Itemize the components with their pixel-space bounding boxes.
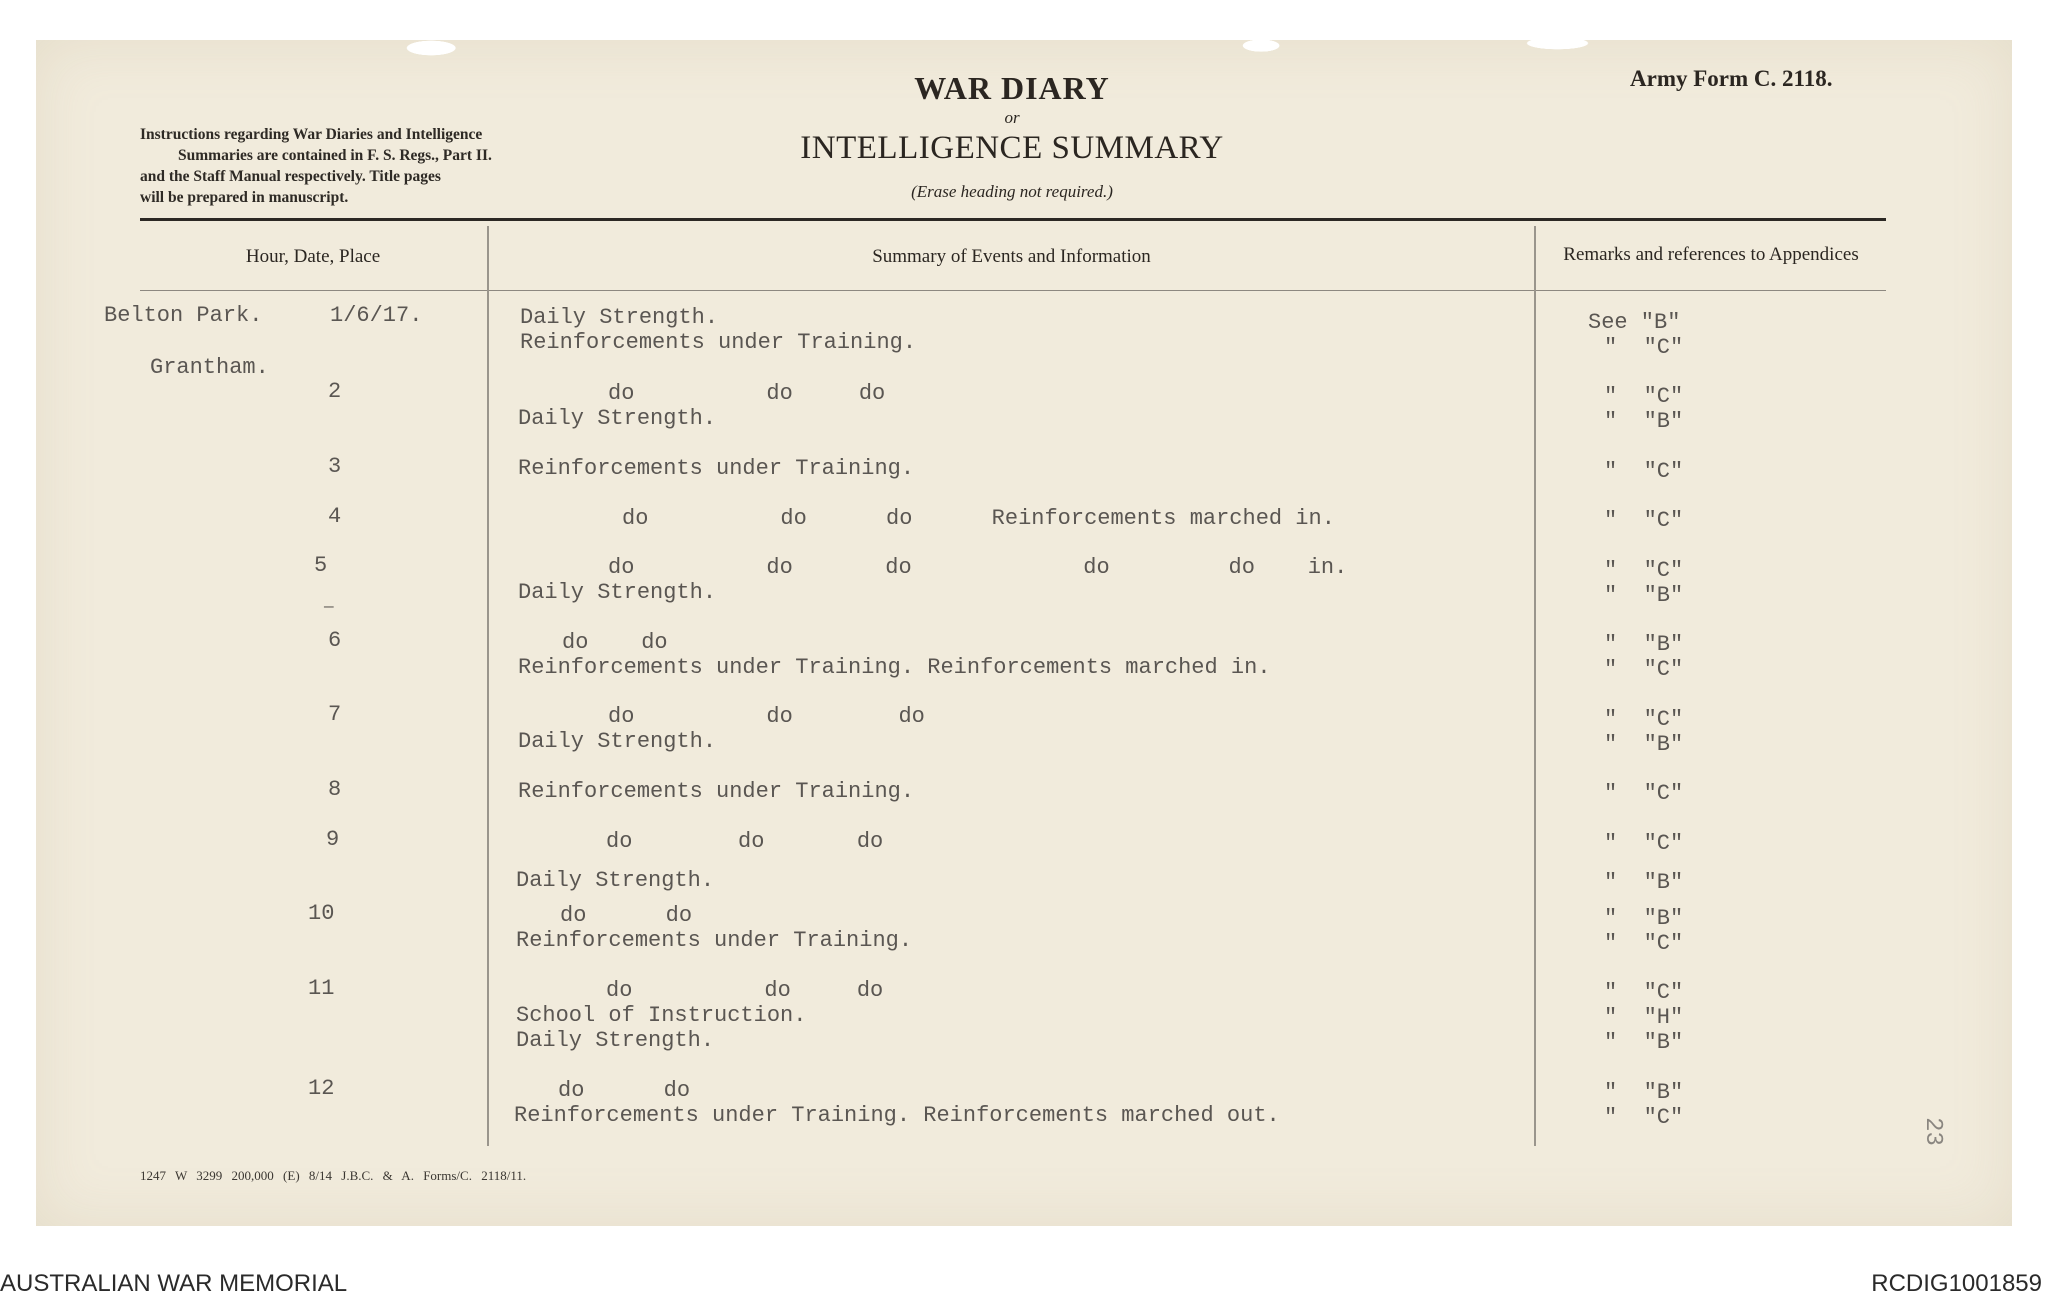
column-header-place: Hour, Date, Place	[245, 246, 381, 267]
summary-line: do do	[558, 1078, 691, 1103]
instructions-line: Summaries are contained in F. S. Regs., Part II.	[178, 147, 492, 164]
remark-line: " "B"	[1604, 732, 1684, 757]
date-mark: —	[324, 598, 334, 616]
remark-line: " "B"	[1604, 409, 1684, 434]
summary-line: do do do	[606, 829, 884, 854]
summary-line: do do do	[608, 381, 886, 406]
remark-line: " "C"	[1604, 558, 1684, 583]
summary-line: Daily Strength.	[518, 580, 717, 605]
instructions-line: will be prepared in manuscript.	[140, 189, 349, 206]
summary-line: Daily Strength.	[520, 305, 719, 330]
column-header-summary: Summary of Events and Information	[872, 246, 1151, 267]
remark-line: " "B"	[1604, 906, 1684, 931]
column-header-rule	[140, 290, 1886, 291]
remark-line: " "B"	[1604, 632, 1684, 657]
remark-line: " "C"	[1604, 707, 1684, 732]
place-entry: Belton Park.	[104, 303, 263, 328]
column-divider	[1534, 226, 1536, 1146]
summary-line: Reinforcements under Training. Reinforcements marched in.	[518, 655, 1271, 680]
remark-line: " "C"	[1604, 459, 1684, 484]
remark-line: " "C"	[1604, 508, 1684, 533]
column-header-remarks: Remarks and references to Appendices	[1563, 244, 1859, 265]
date-entry: 7	[328, 702, 342, 727]
remark-line: " "H"	[1604, 1005, 1684, 1030]
remark-line: " "C"	[1604, 1105, 1684, 1130]
date-entry: 5	[314, 553, 328, 578]
date-entry: 10	[308, 901, 335, 926]
remark-line: " "C"	[1604, 931, 1684, 956]
summary-line: Daily Strength.	[516, 1028, 715, 1053]
title-or: or	[1004, 108, 1020, 127]
remark-line: " "C"	[1604, 384, 1684, 409]
printer-line: 1247 W 3299 200,000 (E) 8/14 J.B.C. & A. Forms/C. 2118/11.	[140, 1168, 527, 1183]
date-entry: 8	[328, 777, 342, 802]
summary-line: Daily Strength.	[518, 406, 717, 431]
remark-line: " "C"	[1604, 335, 1684, 360]
summary-line: do do do	[606, 978, 884, 1003]
remark-line: " "B"	[1604, 870, 1684, 895]
remark-line: " "C"	[1604, 657, 1684, 682]
instructions-line: Instructions regarding War Diaries and Intelligence	[140, 126, 483, 143]
summary-line: Daily Strength.	[518, 729, 717, 754]
summary-line: Daily Strength.	[516, 868, 715, 893]
summary-line: do do do do do in.	[608, 555, 1348, 580]
date-entry: 11	[308, 976, 335, 1001]
page-number: 23	[1918, 1117, 1946, 1146]
remark-line: " "B"	[1604, 1030, 1684, 1055]
remark-line: " "B"	[1604, 583, 1684, 608]
torn-edge	[36, 36, 2012, 60]
summary-line: do do do	[608, 704, 925, 729]
remark-line: " "C"	[1604, 980, 1684, 1005]
date-entry: 12	[308, 1076, 335, 1101]
title-war-diary: WAR DIARY	[914, 70, 1110, 106]
remark-line: See "B"	[1588, 310, 1681, 335]
date-entry: 3	[328, 454, 342, 479]
summary-line: do do	[560, 903, 693, 928]
erase-note: (Erase heading not required.)	[911, 182, 1113, 201]
instructions-line: and the Staff Manual respectively. Title pages	[140, 168, 441, 185]
record-id-caption: RCDIG1001859	[1871, 1270, 2042, 1297]
summary-line: Reinforcements under Training.	[520, 330, 917, 355]
summary-line: Reinforcements under Training.	[516, 928, 913, 953]
summary-line: do do	[562, 630, 668, 655]
header-rule	[140, 218, 1886, 221]
date-entry: 9	[326, 827, 340, 852]
summary-line: do do do Reinforcements marched in.	[622, 506, 1335, 531]
title-intelligence-summary: INTELLIGENCE SUMMARY	[800, 130, 1224, 166]
date-entry: 2	[328, 379, 342, 404]
date-entry: 1/6/17.	[330, 303, 423, 328]
remark-line: " "C"	[1604, 781, 1684, 806]
column-divider	[487, 226, 489, 1146]
summary-line: Reinforcements under Training.	[518, 456, 915, 481]
place-entry: Grantham.	[150, 355, 269, 380]
remark-line: " "C"	[1604, 831, 1684, 856]
summary-line: Reinforcements under Training.	[518, 779, 915, 804]
remark-line: " "B"	[1604, 1080, 1684, 1105]
date-entry: 4	[328, 504, 342, 529]
summary-line: Reinforcements under Training. Reinforcements marched out.	[514, 1103, 1280, 1128]
form-id: Army Form C. 2118.	[1630, 66, 1833, 91]
source-caption: AUSTRALIAN WAR MEMORIAL	[0, 1270, 348, 1297]
date-entry: 6	[328, 628, 342, 653]
summary-line: School of Instruction.	[516, 1003, 807, 1028]
